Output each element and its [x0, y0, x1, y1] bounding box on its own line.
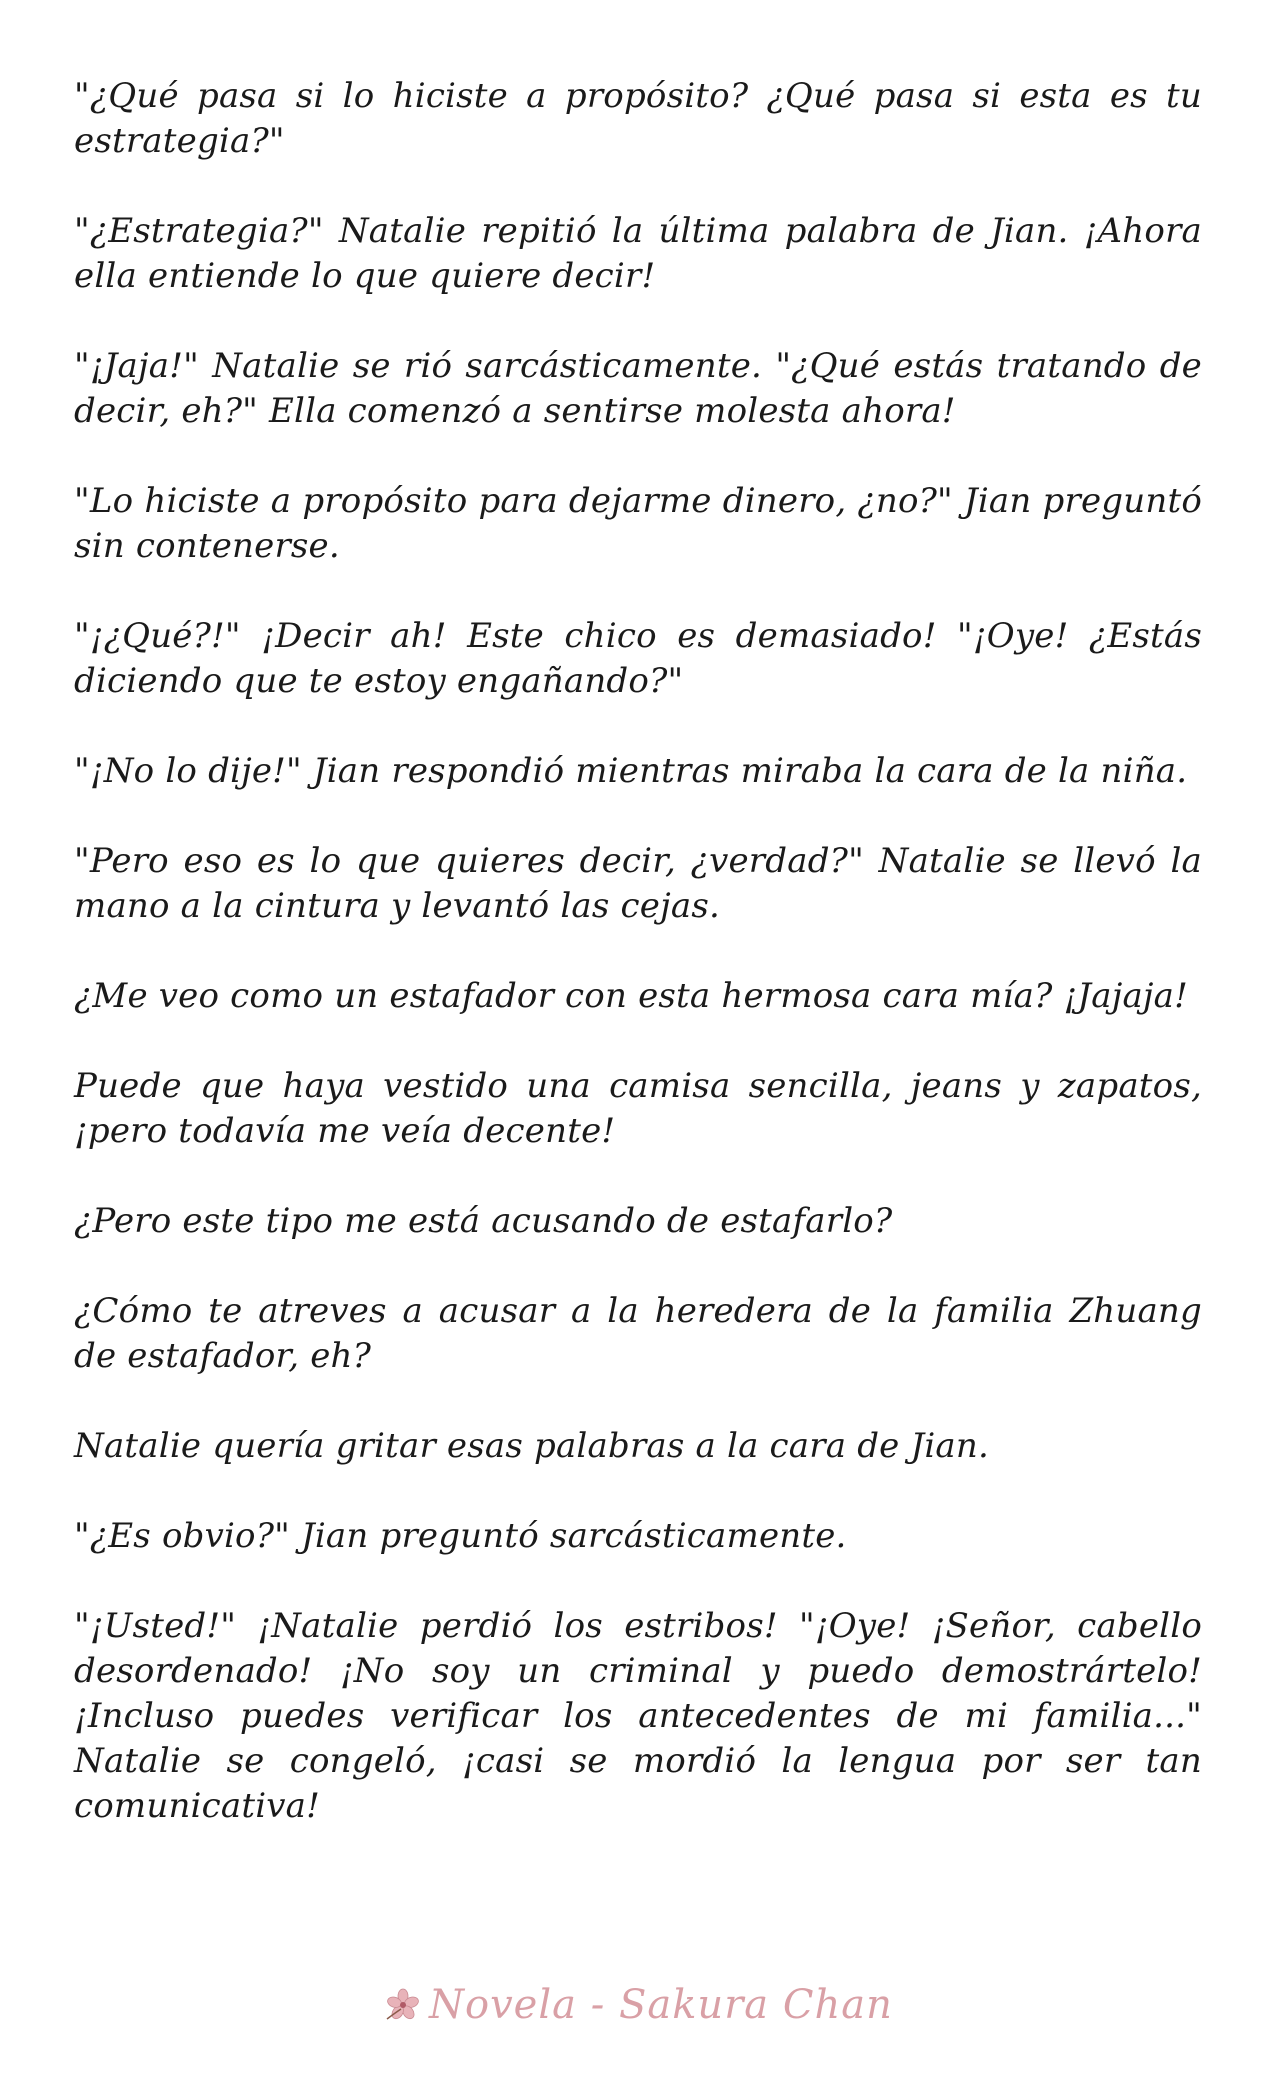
paragraph: ¿Cómo te atreves a acusar a la heredera de la familia Zhuang de estafador, eh?: [74, 1291, 1202, 1376]
paragraph: "¡Usted!" ¡Natalie perdió los estribos! "¡Oye! ¡Señor, cabello desordenado! ¡No soy un criminal y puedo demostrártelo! ¡Incluso puedes verificar los antecedentes de mi familia..." Natalie se congeló, ¡casi se mordió la lengua por ser tan comunicativa!: [74, 1606, 1202, 1826]
watermark-text: Novela - Sakura Chan: [429, 1982, 893, 2028]
paragraph: "¡No lo dije!" Jian respondió mientras miraba la cara de la niña.: [74, 751, 1188, 791]
paragraph: ¿Pero este tipo me está acusando de estafarlo?: [74, 1201, 893, 1241]
paragraph: "Lo hiciste a propósito para dejarme dinero, ¿no?" Jian preguntó sin contenerse.: [74, 481, 1202, 566]
paragraph: "¡¿Qué?!" ¡Decir ah! Este chico es demasiado! "¡Oye! ¿Estás diciendo que te estoy engañando?": [74, 616, 1202, 701]
paragraph: "¿Estrategia?" Natalie repitió la última palabra de Jian. ¡Ahora ella entiende lo que quiere decir!: [74, 211, 1202, 296]
paragraph: Natalie quería gritar esas palabras a la cara de Jian.: [74, 1426, 989, 1466]
watermark: [383, 1975, 893, 2035]
document-body: [74, 74, 1202, 1874]
paragraph: "¡Jaja!" Natalie se rió sarcásticamente. "¿Qué estás tratando de decir, eh?" Ella comenzó a sentirse molesta ahora!: [74, 346, 1202, 431]
paragraph: "¿Es obvio?" Jian preguntó sarcásticamente.: [74, 1516, 847, 1556]
paragraph: Puede que haya vestido una camisa sencilla, jeans y zapatos, ¡pero todavía me veía decente!: [74, 1066, 1202, 1151]
paragraph: ¿Me veo como un estafador con esta hermosa cara mía? ¡Jajaja!: [74, 976, 1189, 1016]
sakura-blossom-icon: [383, 1985, 423, 2025]
paragraph: "¿Qué pasa si lo hiciste a propósito? ¿Qué pasa si esta es tu estrategia?": [74, 76, 1202, 161]
paragraph: "Pero eso es lo que quieres decir, ¿verdad?" Natalie se llevó la mano a la cintura y levantó las cejas.: [74, 841, 1202, 926]
